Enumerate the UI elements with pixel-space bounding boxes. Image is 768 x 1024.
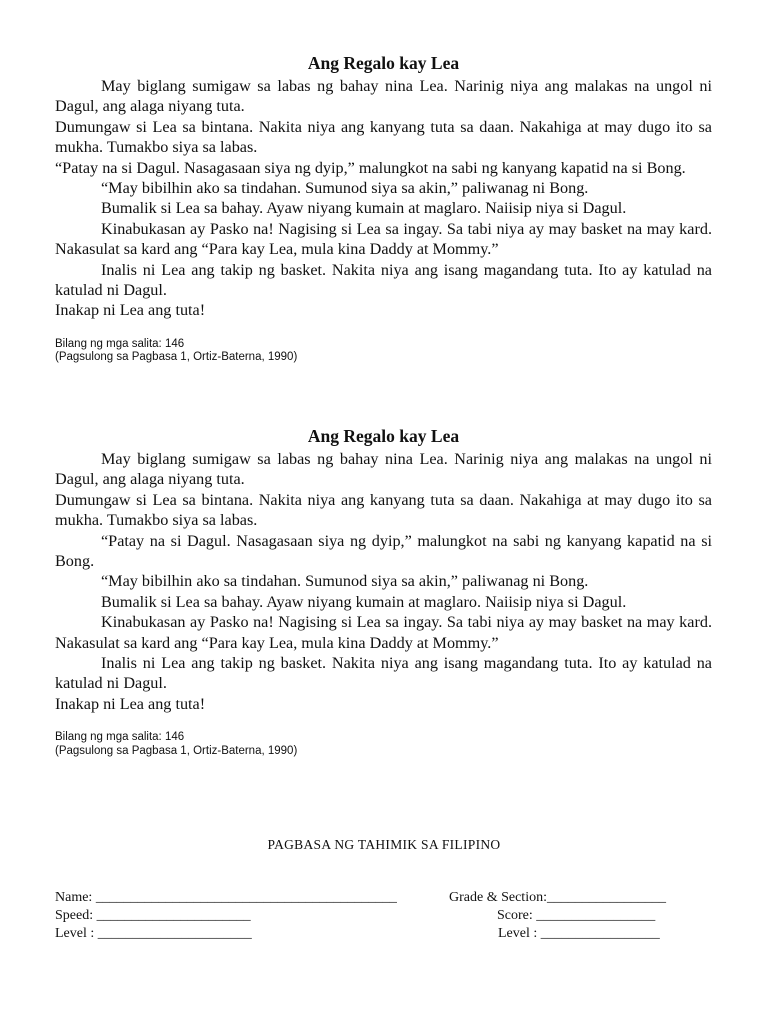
speed-field[interactable]: Speed: ______________________	[55, 908, 251, 923]
word-count: Bilang ng mga salita: 146	[55, 337, 185, 350]
story-paragraph: Inalis ni Lea ang takip ng basket. Nakita niya ang isang magandang tuta. Ito ay katulad na katulad ni Dagul.	[55, 654, 712, 693]
source-citation: (Pagsulong sa Pagbasa 1, Ortiz-Baterna, 1990)	[55, 744, 298, 757]
story-paragraph: “Patay na si Dagul. Nasagasaan siya ng dyip,” malungkot na sabi ng kanyang kapatid na si Bong.	[55, 531, 712, 571]
story-paragraph: Inakap ni Lea ang tuta!	[55, 694, 206, 713]
grade-section-field[interactable]: Grade & Section:_________________	[449, 890, 666, 905]
story-title: Ang Regalo kay Lea	[307, 53, 460, 73]
story-paragraph: Dumungaw si Lea sa bintana. Nakita niya ang kanyang tuta sa daan. Nakahiga at may dugo ito sa mukha. Tumakbo siya sa labas.	[55, 490, 712, 530]
story-paragraph: “May bibilhin ako sa tindahan. Sumunod siya sa akin,” paliwanag ni Bong.	[101, 572, 589, 591]
student-info-form	[55, 889, 712, 943]
story-meta	[55, 731, 712, 758]
story-paragraph: Bumalik si Lea sa bahay. Ayaw niyang kumain at maglaro. Naiisip niya si Dagul.	[101, 592, 627, 611]
story-meta	[55, 338, 712, 365]
source-citation: (Pagsulong sa Pagbasa 1, Ortiz-Baterna, 1990)	[55, 351, 298, 364]
form-row-level	[55, 925, 712, 943]
story-title: Ang Regalo kay Lea	[307, 426, 460, 446]
level-field-right[interactable]: Level : _________________	[498, 926, 660, 941]
story-paragraph: Inalis ni Lea ang takip ng basket. Nakita niya ang isang magandang tuta. Ito ay katulad na katulad ni Dagul.	[55, 260, 712, 300]
story-body	[55, 76, 712, 321]
level-field-left[interactable]: Level : ______________________	[55, 926, 252, 941]
story-paragraph: Kinabukasan ay Pasko na! Nagising si Lea sa ingay. Sa tabi niya ay may basket na may kard. Nakasulat sa kard ang “Para kay Lea, mula kina Daddy at Mommy.”	[55, 613, 712, 652]
form-row-name	[55, 889, 712, 907]
story-section-2	[55, 425, 712, 758]
score-field[interactable]: Score: _________________	[497, 908, 656, 923]
story-paragraph: Bumalik si Lea sa bahay. Ayaw niyang kumain at maglaro. Naiisip niya si Dagul.	[101, 199, 627, 218]
story-paragraph: May biglang sumigaw sa labas ng bahay nina Lea. Narinig niya ang malakas na ungol ni Dagul, ang alaga niyang tuta.	[55, 77, 712, 116]
story-paragraph: Inakap ni Lea ang tuta!	[55, 301, 206, 320]
word-count: Bilang ng mga salita: 146	[55, 731, 185, 744]
story-section-1	[55, 52, 712, 365]
story-paragraph: Dumungaw si Lea sa bintana. Nakita niya ang kanyang tuta sa daan. Nakahiga at may dugo ito sa mukha. Tumakbo siya sa labas.	[55, 117, 712, 157]
form-row-speed	[55, 907, 712, 925]
form-title: PAGBASA NG TAHIMIK SA FILIPINO	[267, 837, 501, 852]
story-paragraph: May biglang sumigaw sa labas ng bahay nina Lea. Narinig niya ang malakas na ungol ni Dagul, ang alaga niyang tuta.	[55, 450, 712, 489]
name-field[interactable]: Name: ___________________________________________	[55, 890, 397, 905]
story-body	[55, 449, 712, 714]
story-paragraph: Kinabukasan ay Pasko na! Nagising si Lea sa ingay. Sa tabi niya ay may basket na may kard. Nakasulat sa kard ang “Para kay Lea, mula kina Daddy at Mommy.”	[55, 219, 712, 259]
story-paragraph: “Patay na si Dagul. Nasagasaan siya ng dyip,” malungkot na sabi ng kanyang kapatid na si Bong.	[55, 158, 686, 177]
story-paragraph: “May bibilhin ako sa tindahan. Sumunod siya sa akin,” paliwanag ni Bong.	[101, 179, 589, 198]
